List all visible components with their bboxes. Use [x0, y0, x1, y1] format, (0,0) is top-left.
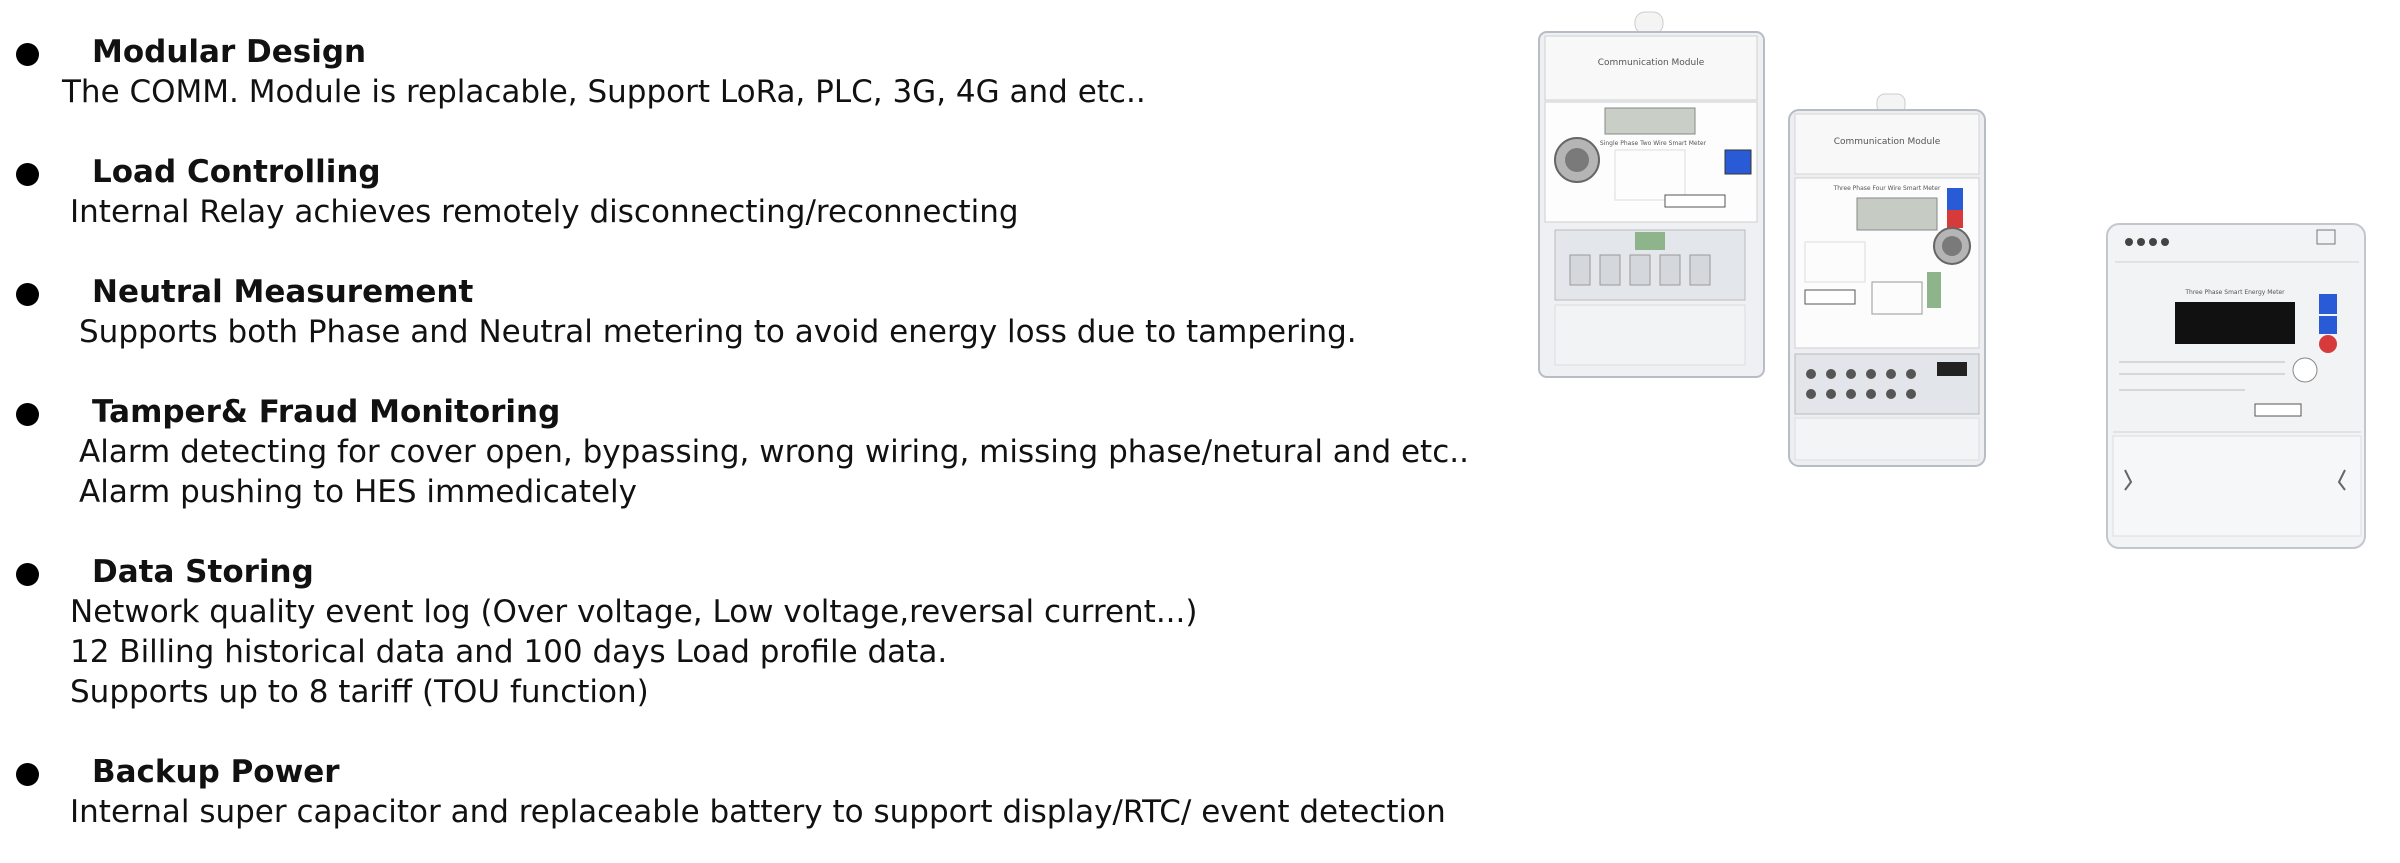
feature-title: Data Storing — [92, 554, 314, 590]
feature-line: The COMM. Module is replacable, Support LoRa, PLC, 3G, 4G and etc.. — [62, 74, 1146, 110]
meter-product-images — [1535, 0, 2400, 863]
meter-name-label: Three Phase Four Wire Smart Meter — [1833, 185, 1941, 192]
feature-line: Alarm pushing to HES immedicately — [79, 474, 637, 510]
bullet-icon — [16, 563, 39, 586]
comm-module-label: Communication Module — [1597, 58, 1705, 68]
bullet-icon — [16, 403, 39, 426]
feature-title: Backup Power — [92, 754, 340, 790]
feature-line: Supports both Phase and Neutral metering to avoid energy loss due to tampering. — [79, 314, 1357, 350]
feature-title: Tamper& Fraud Monitoring — [92, 394, 561, 430]
feature-line: 12 Billing historical data and 100 days Load profile data. — [70, 634, 948, 670]
feature-line: Internal super capacitor and replaceable battery to support display/RTC/ event detection — [70, 794, 1446, 830]
feature-description — [70, 792, 1446, 832]
bullet-icon — [16, 43, 39, 66]
feature-title: Modular Design — [92, 34, 367, 70]
feature-title: Load Controlling — [92, 154, 381, 190]
single-phase-meter-image — [1535, 10, 1775, 380]
feature-line: Network quality event log (Over voltage, Low voltage,reversal current...) — [70, 594, 1198, 630]
feature-title: Neutral Measurement — [92, 274, 474, 310]
feature-description — [70, 192, 1019, 232]
feature-line: Supports up to 8 tariff (TOU function) — [70, 674, 649, 710]
feature-line: Internal Relay achieves remotely disconnecting/reconnecting — [70, 194, 1019, 230]
feature-description — [79, 312, 1357, 352]
bullet-icon — [16, 283, 39, 306]
feature-description — [62, 72, 1146, 112]
energy-meter-image — [2105, 222, 2369, 552]
comm-module-label: Communication Module — [1833, 137, 1941, 147]
feature-description — [70, 592, 1197, 712]
meter-name-label: Single Phase Two Wire Smart Meter — [1599, 140, 1707, 147]
feature-description — [79, 432, 1469, 512]
bullet-icon — [16, 163, 39, 186]
three-phase-meter-image — [1787, 92, 1987, 470]
meter-name-label: Three Phase Smart Energy Meter — [2185, 289, 2285, 296]
bullet-icon — [16, 763, 39, 786]
feature-line: Alarm detecting for cover open, bypassing, wrong wiring, missing phase/netural and etc.. — [79, 434, 1469, 470]
